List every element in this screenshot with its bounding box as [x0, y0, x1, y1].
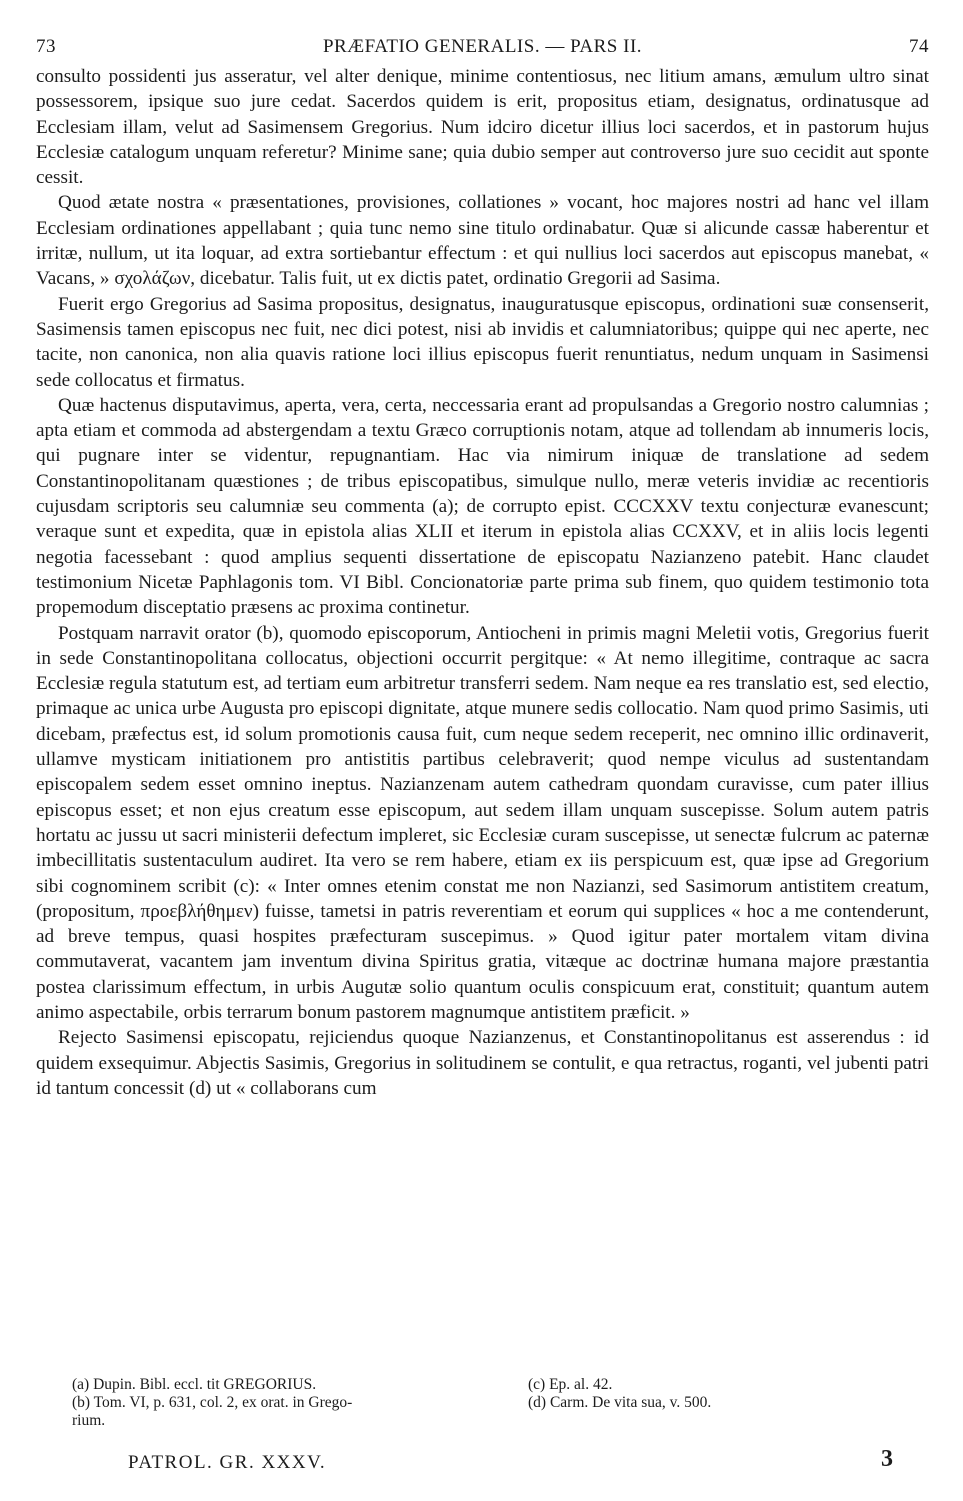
- running-title: PRÆFATIO GENERALIS. — PARS II.: [322, 36, 643, 57]
- footnote: (a) Dupin. Bibl. eccl. tit GREGORIUS.: [72, 1376, 317, 1393]
- paragraph: Fuerit ergo Gregorius ad Sasima propositus, designatus, inauguratusque episcopus, ordinationi suæ consenserit, Sasimensis tamen episcopus nec fuit, nec dici potest, nisi ab invidis et calumniatoribus; quippe qui nec aperte, nec tacite, non canonica, non alia quavis ratione loci illius episcopus fuerit renuntiatus, nedum unquam in Sasimensi sede collocatus et firmatus.: [36, 293, 929, 391]
- page-number-left: 73: [36, 36, 56, 57]
- paragraph: Quod ætate nostra « præsentationes, provisiones, collationes » vocant, hoc majores nostri ad hanc vel illam Ecclesiam ordinationes appellabant ; quia tunc nemo sine titulo ordinabatur. Quæ si alicunde cassæ haberentur et irritæ, nullum, ut ita loquar, ad extra sortiebantur effectum : et qui nullius loci sacerdos aut episcopus manebat, « Vacans, » σχολάζων, dicebatur. Talis fuit, ut ex dictis patet, ordinatio Gregorii ad Sasima.: [36, 192, 929, 290]
- running-header: [36, 36, 929, 60]
- paragraph: Quæ hactenus disputavimus, aperta, vera, certa, neccessaria erant ad propulsandas a Gregorio nostro calumnias ; apta etiam et commoda ad abstergendam a textu Græco corruptionis notam, atque ad tollendam ab innumeris locis, qui pugnare inter se videntur, repugnantiam. Hac via nimirum iniquæ de translatione ad sedem Constantinopolitanam quæstiones ; de tribus episcopatibus, simulque nullo, meræ veteris invidiæ ac recentioris cujusdam scriptoris seu calumniæ seu commenta (a); de corrupto epist. CCCXXV textu conjecturæ evanescunt; veraque sunt et expedita, quæ in epistola alias XLII et iterum in epistola alias CCXXV, et in aliis locis legenti negotia facessebant : quod amplius sequenti dissertatione de episcopatu Nazianzeno patebit. Hanc claudet testimonium Nicetæ Paphlagonis tom. VI Bibl. Concionatoriæ parte prima sub finem, quo quidem testimonio tota propemodum disceptatio præsens ac proxima continetur.: [36, 394, 929, 619]
- footnotes-right: [528, 1376, 908, 1412]
- footnote: (b) Tom. VI, p. 631, col. 2, ex orat. in Grego-: [72, 1394, 353, 1411]
- footnote-continuation: rium.: [72, 1412, 106, 1429]
- body-text: [36, 64, 929, 1101]
- signature-mark: PATROL. GR. XXXV.: [128, 1452, 327, 1473]
- page-footer: [36, 1446, 929, 1480]
- page: [36, 36, 929, 1101]
- sheet-number: 3: [881, 1446, 893, 1472]
- page-number-right: 74: [909, 36, 929, 57]
- paragraph: Rejecto Sasimensi episcopatu, rejiciendus quoque Nazianzenus, et Constantinopolitanus est asserendus : id quidem exsequimur. Abjectis Sasimis, Gregorius in solitudinem se contulit, e qua retractus, roganti, vel jubenti patri id tantum concessit (d) ut « collaborans cum: [36, 1027, 929, 1099]
- footnotes-left: [72, 1376, 492, 1430]
- footnote: (d) Carm. De vita sua, v. 500.: [528, 1394, 712, 1411]
- footnote: (c) Ep. al. 42.: [528, 1376, 613, 1393]
- paragraph: consulto possidenti jus asseratur, vel alter denique, minime contentiosus, nec litium amans, æmulum ultro sinat possessorem, ipsique suo jure cedat. Sacerdos quidem is erit, propositus etiam, designatus, ordinatusque ad Ecclesiam illam, velut ad Sasimensem Gregorius. Num idciro dicetur illius loci sacerdos, et in pastorum hujus Ecclesiæ catalogum unquam referetur? Minime sane; quia dubio semper aut controverso jure suo cecidit aut sponte cessit.: [36, 66, 929, 189]
- paragraph: Postquam narravit orator (b), quomodo episcoporum, Antiocheni in primis magni Meletii votis, Gregorius fuerit in sede Constantinopolitana collocatus, objectioni occurrit pergitque: « At nemo illegitime, contraque ac sacra Ecclesiæ regula statutum est, ad tertiam eum arbitretur transferri sedem. Nam neque ea res translatio est, sed electio, primaque ac unica urbe Augusta pro episcopi dignitate, atque munere sedis collocatio. Nam quod primo Sasimis, uti dicebam, præfectus est, id solum promotionis causa fuit, cum neque sedem receperit, nec omnino illic ordinaverit, ullamve mysticam initiationem pro antistitis partibus celebraverit; quod nempe viculus ad sustentandam episcopalem sedem esset omnino ineptus. Nazianzenam autem cathedram quondam curavisse, cum pater illius episcopus esset; et non ejus creatum esse episcopum, aut sedem illam unquam suscepisse. Solum autem patris hortatu ac jussu ut sacri ministerii defectum impleret, sic Ecclesiæ curam suscepisse, ut senectæ fulcrum ac paternæ imbecillitatis sustentaculum audiret. Ita vero se rem habere, etiam ex iis perspicuum est, quæ ipse ad Gregorium sibi cognominem scribit (c): « Inter omnes etenim constat me non Nazianzi, sed Sasimorum antistitem creatum, (propositum, προεβλήθημεν) fuisse, tametsi in patris reverentiam et eorum qui supplices « hoc a me contenderunt, ad breve tempus, quasi hospites præfecturam suscepimus. » Quod igitur pater mortalem vitam divina commutaverat, vacantem jam inventum divina Spiritus gratia, vitæque ac doctrinæ humana majore præstantia postea clarissimum effectum, in urbis Augutæ solio quantum oculis conspicuum erat, constituit; quantum autem animo aspectabile, orbis terrarum bonum pastorem magnumque antistitem præficit. »: [36, 622, 929, 1023]
